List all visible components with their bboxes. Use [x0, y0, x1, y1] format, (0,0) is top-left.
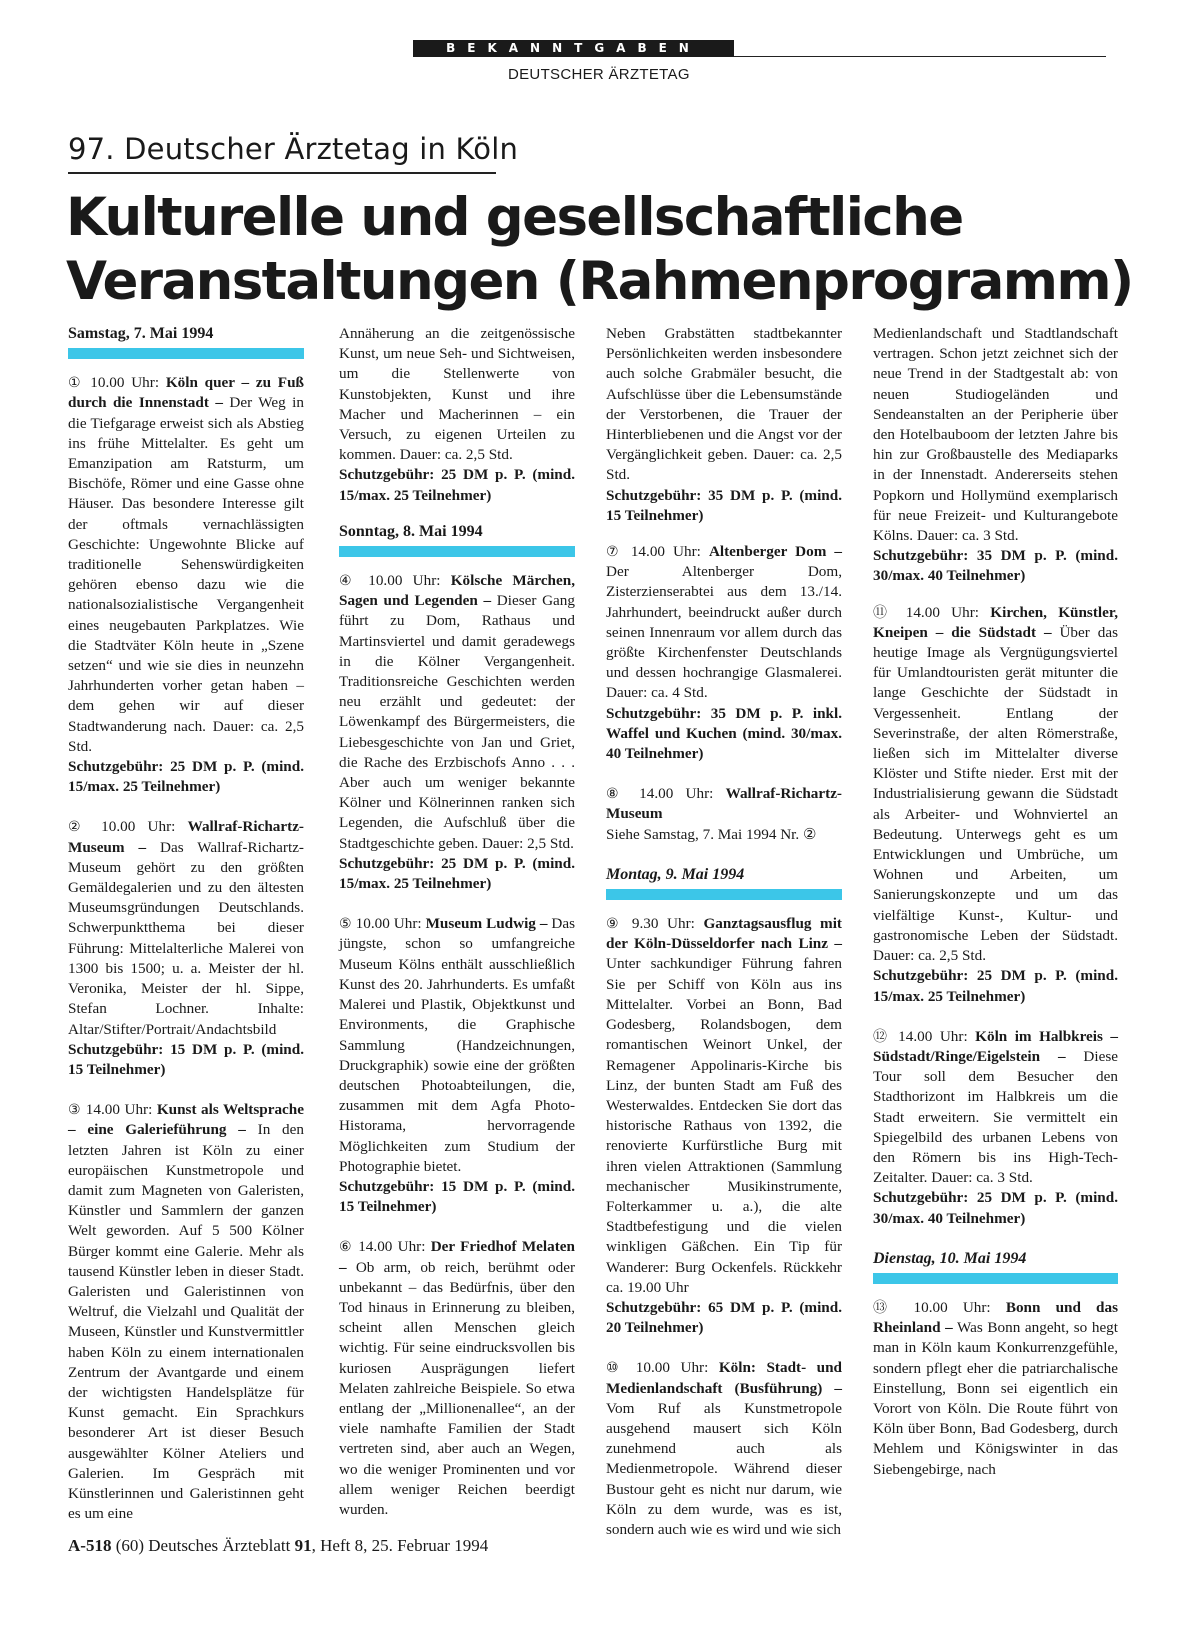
event-title: Kunst als Weltsprache – eine Galerieführung – — [68, 1101, 304, 1139]
event-number: ⑨ — [606, 916, 624, 933]
event-number: ⑥ — [339, 1239, 353, 1256]
day-heading: Montag, 9. Mai 1994 — [606, 865, 745, 883]
page-number: A-518 — [68, 1536, 112, 1555]
event-2 — [68, 817, 304, 1080]
day-bar — [873, 1273, 1118, 1284]
event-time: 14.00 Uhr: — [622, 543, 709, 561]
event-text: Was Bonn angeht, so hegt man in Köln kaum Konkurrenzgefühle, sondern pflegt eher die patriarchalische Einstellung, Bonn sei eigentlich ein Vorort von Köln. Die Route führt von Köln über Bonn, Bad Godesberg, durch Mehlem und Königswinter in das Siebengebirge, nach — [873, 1319, 1118, 1478]
event-text: Ob arm, ob reich, berühmt oder unbekannt – das Bedürfnis, über den Tod hinaus in Erinnerung zu bleiben, scheint allen Menschen gleich wichtig. Für seine eindrucksvollen bis kuriosen Ausprägungen liefert Melaten zahlreiche Beispiele. So etwa entlang der „Millionenallee“, an der viele namhafte Familien der Stadt vertreten sind, aber auch an Wegen, wo die weniger Prominenten und vor allem weniger Reichen beerdigt wurden. — [339, 1258, 575, 1518]
event-fee: Schutzgebühr: 35 DM p. P. inkl. Waffel und Kuchen (mind. 30/max. 40 Teilnehmer) — [606, 704, 842, 763]
event-title: Ganztagsausflug mit der Köln-Düsseldorfer nach Linz – — [606, 915, 842, 953]
event-text: Der Weg in die Tiefgarage erweist sich als Abstieg ins frühe Mittelalter. Es geht um Emanzipation am Ratsturm, um Bischöfe, Römer und eine Gasse ohne Häuser. Das besondere Interesse gilt der oftmals vernachlässigten Geschichte: Ungewohnte Blicke auf traditionelle Sehenswürdigkeiten gehören ebenso dazu wie die nationalsozialistische Vergangenheit eines neugebauten Parkplatzes. Wie die Stadtväter Köln heute in „Szene setzen“ und wie sie dies in neunzehn Jahrhunderten vorher getan haben – dem gehen wir auf dieser Stadtwanderung nach. Dauer: ca. 2,5 Std. — [68, 394, 304, 755]
event-text: Der Altenberger Dom, Zisterzienserabtei aus dem 13./14. Jahrhundert, beeindruckt außer durch seinen Innenraum vor allem durch das größte Kirchenfenster Deutschlands und dessen hochrangige Glasmalerei. Dauer: ca. 4 Std. — [606, 563, 842, 702]
event-title: Kölsche Märchen, Sagen und Legenden – — [339, 572, 575, 610]
event-time: 10.00 Uhr: — [351, 915, 426, 933]
column-2 — [339, 324, 575, 1540]
event-fee: Schutzgebühr: 35 DM p. P. (mind. 15 Teilnehmer) — [606, 486, 842, 524]
event-12 — [873, 1027, 1118, 1229]
event-10-continued — [873, 324, 1118, 587]
event-title: Kirchen, Künstler, Kneipen – die Südstadt – — [873, 603, 1118, 641]
citation: (60) Deutsches Ärzteblatt — [111, 1536, 295, 1555]
event-number: ⑪ — [873, 604, 895, 621]
event-time: 10.00 Uhr: — [88, 818, 188, 836]
day-bar — [339, 546, 575, 557]
section-label: DEUTSCHER ÄRZTETAG — [508, 66, 690, 83]
event-title: Der Friedhof Melaten – — [339, 1238, 575, 1276]
event-text: Vom Ruf als Kunstmetropole ausgehend mausert sich Köln zunehmend auch als Medienmetropole. Während dieser Bustour geht es nicht nur darum, wie Köln zu dem wurde, was es ist, sondern auch wie es wird und wie sich — [606, 1399, 842, 1538]
event-number: ⑫ — [873, 1028, 891, 1045]
event-title: Wallraf-Richartz-Museum – — [68, 818, 304, 856]
event-title: Bonn und das Rheinland – — [873, 1298, 1119, 1337]
rubric-bar: BEKANNTGABEN — [413, 40, 734, 57]
event-time: 9.30 Uhr: — [623, 915, 704, 933]
event-text: Medienlandschaft und Stadtlandschaft vertragen. Schon jetzt zeichnet sich der neue Trend in der Stadtgestalt ab: von neuen Studiogeländen und Sendeanstalten an der Peripherie über den Hotelbauboom der letzten Jahre bis hin zur Großbaustelle des Mediaparks in der Innenstadt. Andererseits stehen Popkorn und Hollymünd exemplarisch für neue Freizeit- und Kulturangebote Kölns. Dauer: ca. 3 Std. — [873, 325, 1118, 545]
article-kicker: 97. Deutscher Ärztetag in Köln — [68, 132, 519, 166]
event-text: Neben Grabstätten stadtbekannter Persönlichkeiten werden insbesondere auch solche Grabmäler besucht, die Aufschlüsse über die Lebensumstände der Verstorbenen, die Trauer der Hinterbliebenen und die Angst vor der Vergänglichkeit geben. Dauer: ca. 2,5 Std. — [606, 325, 842, 484]
kicker-rule — [68, 172, 496, 174]
issue: , Heft 8, 25. Februar 1994 — [311, 1536, 489, 1555]
event-5 — [339, 914, 575, 1217]
event-title: Köln im Halbkreis – Südstadt/Ringe/Eigelstein – — [873, 1027, 1118, 1065]
event-4 — [339, 571, 575, 894]
event-title: Altenberger Dom – — [708, 543, 842, 561]
event-fee: Schutzgebühr: 15 DM p. P. (mind. 15 Teilnehmer) — [339, 1177, 575, 1216]
page-footer — [68, 1536, 488, 1556]
event-title: Museum Ludwig – — [425, 915, 548, 933]
event-fee: Schutzgebühr: 25 DM p. P. (mind. 30/max. 40 Teilnehmer) — [873, 1189, 1118, 1227]
event-8 — [606, 784, 842, 845]
event-number: ⑤ — [339, 916, 352, 933]
column-3 — [606, 324, 842, 1560]
event-time: 10.00 Uhr: — [83, 374, 166, 392]
header-rule — [734, 56, 1106, 57]
day-heading: Dienstag, 10. Mai 1994 — [873, 1249, 1027, 1267]
event-3 — [68, 1100, 304, 1524]
event-title: Wallraf-Richartz-Museum — [606, 785, 842, 823]
day-heading: Sonntag, 8. Mai 1994 — [339, 522, 483, 540]
event-title: Köln: Stadt- und Medienlandschaft (Busführung) – — [606, 1359, 842, 1397]
event-fee: Schutzgebühr: 25 DM p. P. (mind. 15/max. 25 Teilnehmer) — [339, 466, 575, 504]
event-text: Diese Tour soll dem Besucher den Stadthorizont im Halbkreis um die Stadt erweitern. Sie vermittelt ein Spiegelbild des urbanen Lebens von den Römern bis ins High-Tech-Zeitalter. Dauer: ca. 3 Std. — [873, 1047, 1118, 1187]
event-number: ⑧ — [606, 786, 627, 803]
event-time: 14.00 Uhr: — [352, 1238, 431, 1256]
event-1 — [68, 373, 304, 797]
event-6-continued — [606, 324, 842, 526]
column-1 — [68, 324, 304, 1544]
event-fee: Schutzgebühr: 65 DM p. P. (mind. 20 Teilnehmer) — [606, 1298, 842, 1337]
column-4 — [873, 324, 1118, 1500]
event-text: Unter sachkundiger Führung fahren Sie per Schiff von Köln aus ins Mittelalter. Vorbei an Bonn, Bad Godesberg, Rolandsbogen, dem romantischen Weinort Unkel, der Remagener Appolinaris-Kirche bis Linz, der bunten Stadt am Fuß des Westerwaldes. Entdecken Sie dort das historische Rathaus von 1392, die renovierte Kurfürstliche Burg mit ihren vielen Attraktionen (Sammlung mechanischer Musikinstrumente, Folterkammer u. a.), die alte Stadtbefestigung und die vielen winkligen Gäßchen. Ein Tip für Wanderer: Burg Ockenfels. Rückkehr ca. 19.00 Uhr — [606, 955, 842, 1296]
event-time: 14.00 Uhr: — [890, 1027, 976, 1045]
event-text: Dieser Gang führt zu Dom, Rathaus und Martinsviertel und damit geradewegs in die Kölner Vergangenheit. Traditionsreiche Geschichten werden neu erzählt und gedeutet: der Löwenkampf des Bürgermeisters, die Liebesgeschichte von Jan und Griet, die Rache des Erzbischofs Anno . . . Aber auch um weniger bekannte Kölner und Kölnerinnen ranken sich Legenden, die Aufschluß über die Stadtgeschichte geben. Dauer: 2,5 Std. — [339, 592, 575, 852]
day-bar — [68, 348, 304, 359]
event-time: 10.00 Uhr: — [625, 1359, 719, 1377]
event-number: ② — [68, 819, 89, 836]
event-fee: Schutzgebühr: 25 DM p. P. (mind. 15/max. 25 Teilnehmer) — [68, 758, 304, 796]
article-title: Kulturelle und gesellschaftliche Veranstaltungen (Rahmenprogramm) — [66, 187, 1133, 312]
event-fee: Schutzgebühr: 25 DM p. P. (mind. 15/max. 25 Teilnehmer) — [339, 854, 575, 893]
event-11 — [873, 603, 1118, 1007]
event-13 — [873, 1298, 1118, 1480]
event-number: ⑩ — [606, 1360, 626, 1377]
event-9 — [606, 914, 842, 1338]
event-text: Siehe Samstag, 7. Mai 1994 Nr. ② — [606, 825, 817, 843]
event-time: 14.00 Uhr: — [626, 785, 726, 803]
event-number: ① — [68, 375, 84, 392]
event-text: Das jüngste, schon so umfangreiche Museum Kölns enthält ausschließlich Kunst des 20. Jahrhunderts. Es umfaßt Malerei und Plastik, Objektkunst und Environments, die Graphische Sammlung (Handzeichnungen, Druckgraphik) sowie eine der größten deutschen Photoabteilungen, die, zusammen mit dem Agfa Photo-Historama, hervorragende Möglichkeiten zum Studium der Photographie bietet. — [339, 915, 576, 1175]
event-7 — [606, 542, 842, 764]
event-text: Über das heutige Image als Vergnügungsviertel für Umlandtouristen gerät mitunter die lange Geschichte der Südstadt in Vergessenheit. Entlang der Severinstraße, der alten Römerstraße, ließen sich im Mittelalter diverse Klöster und Stifte nieder. Erst mit der Industrialisierung gewann die Südstadt als Arbeiter- und Wohnviertel an Bedeutung. Unterwegs geht es um Entwicklungen und Umbrüche, um Wohnen und Arbeiten, um Sanierungskonzepte und um das vielfältige Kunst-, Kultur- und gastronomische Leben der Südstadt. Dauer: ca. 2,5 Std. — [873, 623, 1118, 965]
event-fee: Schutzgebühr: 15 DM p. P. (mind. 15 Teilnehmer) — [68, 1040, 304, 1078]
event-10 — [606, 1358, 842, 1540]
event-number: ④ — [339, 573, 358, 590]
event-fee: Schutzgebühr: 25 DM p. P. (mind. 15/max. 25 Teilnehmer) — [873, 967, 1118, 1005]
event-title: Köln quer – zu Fuß durch die Innenstadt – — [68, 374, 304, 412]
event-number: ⑦ — [606, 544, 623, 561]
day-heading: Samstag, 7. Mai 1994 — [68, 325, 214, 342]
event-fee: Schutzgebühr: 35 DM p. P. (mind. 30/max. 40 Teilnehmer) — [873, 547, 1118, 585]
event-time: 10.00 Uhr: — [898, 1298, 1006, 1316]
event-3-continued — [339, 324, 575, 506]
event-number: ③ — [68, 1102, 82, 1119]
event-time: 14.00 Uhr: — [81, 1101, 157, 1119]
event-time: 14.00 Uhr: — [894, 603, 991, 621]
day-bar — [606, 889, 842, 900]
volume: 91 — [294, 1536, 312, 1555]
event-text: Das Wallraf-Richartz-Museum gehört zu den größten Gemäldegalerien und zu den ältesten Museumsgründungen Deutschlands. Schwerpunktthema bei dieser Führung: Mittelalterliche Malerei von 1300 bis 1500; u. a. Meister der hl. Veronika, Meister der hl. Sippe, Stefan Lochner. Inhalte: Altar/Stifter/Portrait/Andachtsbild — [68, 838, 304, 1038]
event-text: Annäherung an die zeitgenössische Kunst, um neue Seh- und Sichtweisen, um die Stellenwerte von Kunstobjekten, Kunst und ihre Macher und Macherinnen – ein Versuch, zu eigenen Urteilen zu kommen. Dauer: ca. 2,5 Std. — [339, 325, 575, 464]
event-number: ⑬ — [873, 1299, 899, 1316]
event-6 — [339, 1237, 575, 1520]
event-text: In den letzten Jahren ist Köln zu einer europäischen Kunstmetropole und damit zum Magneten von Galeristen, Künstler und Sammlern der ganzen Welt geworden. Auf 5 500 Kölner Bürger kommt eine Galerie. Mehr als tausend Künstler leben in dieser Stadt. Galeristen und Galeristinnen von Weltruf, die Vielzahl und Qualität der Museen, Künstler und Kunstvermittler haben Köln zu einem internationalen Zentrum der Avantgarde und einem der wichtigsten Handelsplätze für Kunst gemacht. Ein Sprachkurs besonderer Art ist dieser Besuch ausgewählter Kölner Ateliers und Galerien. Im Gespräch mit Künstlerinnen und Galeristinnen geht es um eine — [68, 1121, 304, 1523]
event-time: 10.00 Uhr: — [358, 572, 451, 590]
